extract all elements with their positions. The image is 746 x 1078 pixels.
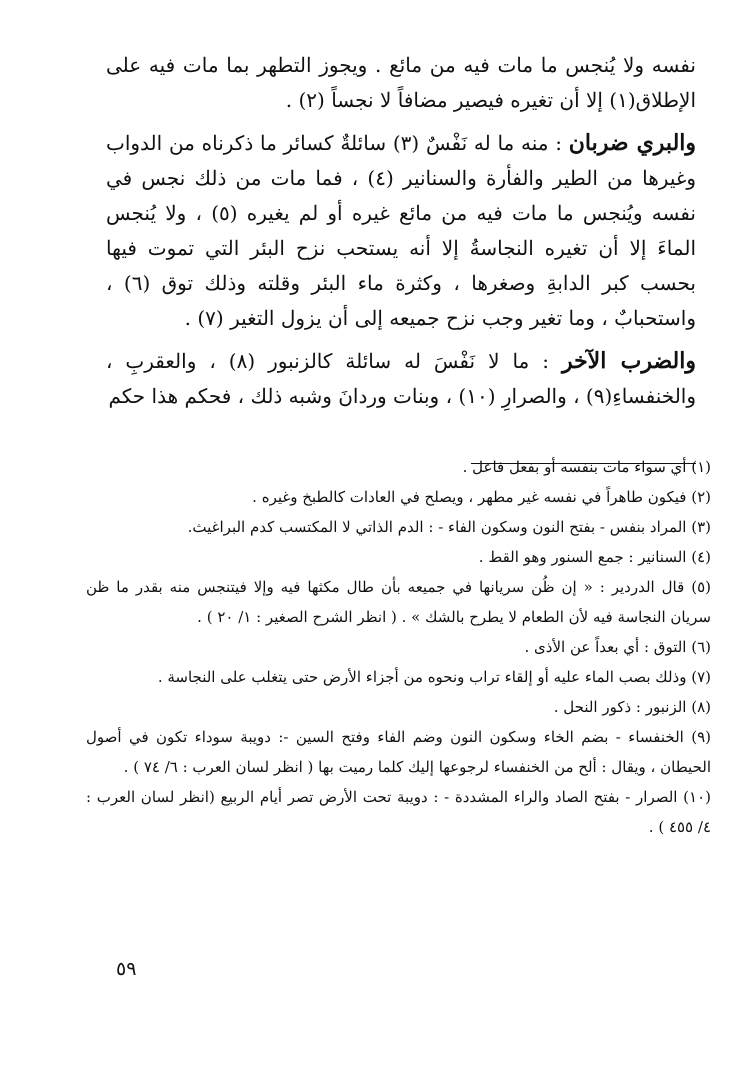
paragraph-3-text: : ما لا نَفْسَ له سائلة كالزنبور (٨) ، والعقربِ ، والخنفساءِ(٩) ، والصرارِ (١٠) ، وبنات وردانَ وشبه ذلك ، فحكم هذا حكم [106, 349, 696, 408]
paragraph-1: نفسه ولا يُنجس ما مات فيه من مائع . ويجوز التطهر بما مات فيه على الإطلاق(١) إلا أن تغيره فيصير مضافاً لا نجساً (٢) . [106, 53, 696, 112]
footnote-6: (٦) التوق : أي بعداً عن الأذى . [524, 638, 711, 656]
paragraph-2-text: : منه ما له نَفْسٌ (٣) سائلةٌ كسائر ما ذكرناه من الدواب وغيرها من الطير والفأرة والسنانير (٤) ، فما مات من ذلك نجس في نفسه ويُنجس ما مات فيه من مائع غيره أو لم يغيره (٥) ، ولا يُنجس الماءَ إلا أن تغيره النجاسةُ إلا أنه يستحب نزح البئر التي تموت فيها بحسب كبر الدابةِ وصغرها ، وكثرة ماء البئر وقلته وذلك توق (٦) ، واستحبابٌ ، وما تغير وجب نزح جميعه إلى أن يزول التغير (٧) . [106, 131, 697, 330]
footnotes [86, 452, 711, 842]
main-text [106, 48, 696, 414]
footnote-1: (١) أي سواء مات بنفسه أو بفعل فاعل . [462, 458, 711, 476]
page-number: ٥٩ [116, 958, 137, 980]
paragraph-3 [106, 344, 696, 414]
paragraph-3-heading: والضرب الآخر [561, 348, 696, 374]
footnote-10: (١٠) الصرار - بفتح الصاد والراء المشددة - : دويبة تحت الأرض تصر أيام الربيع (انظر لسان العرب : ٤/ ٤٥٥ ) . [86, 788, 711, 836]
footnote-4: (٤) السنانير : جمع السنور وهو القط . [478, 548, 711, 566]
footnote-3: (٣) المراد بنفس - بفتح النون وسكون الفاء - : الدم الذاتي لا المكتسب كدم البراغيث. [187, 518, 711, 536]
footnote-7: (٧) وذلك بصب الماء عليه أو إلقاء تراب ونحوه من أجزاء الأرض حتى يتغلب على النجاسة . [157, 668, 711, 686]
footnote-2: (٢) فيكون طاهراً في نفسه غير مطهر ، ويصلح في العادات كالطبخ وغيره . [252, 488, 711, 506]
paragraph-2-heading: والبري ضربان [568, 130, 697, 156]
footnote-9: (٩) الخنفساء - بضم الخاء وسكون النون وضم الفاء وفتح السين -: دويبة سوداء تكون في أصول الحيطان ، ويقال : ألح من الخنفساء لرجوعها إليك كلما رميت بها ( انظر لسان العرب : ٦/ ٧٤ ) . [86, 728, 711, 776]
paragraph-2 [106, 126, 696, 336]
footnote-5: (٥) قال الدردير : « إن ظُن سريانها في جميعه بأن طال مكثها فيه وإلا فيتنجس منه بقدر ما ظن سريان النجاسة فيه لأن الطعام لا يطرح بالشك » . ( انظر الشرح الصغير : ١/ ٢٠ ) . [86, 578, 711, 626]
footnote-8: (٨) الزنبور : ذكور النحل . [553, 698, 711, 716]
